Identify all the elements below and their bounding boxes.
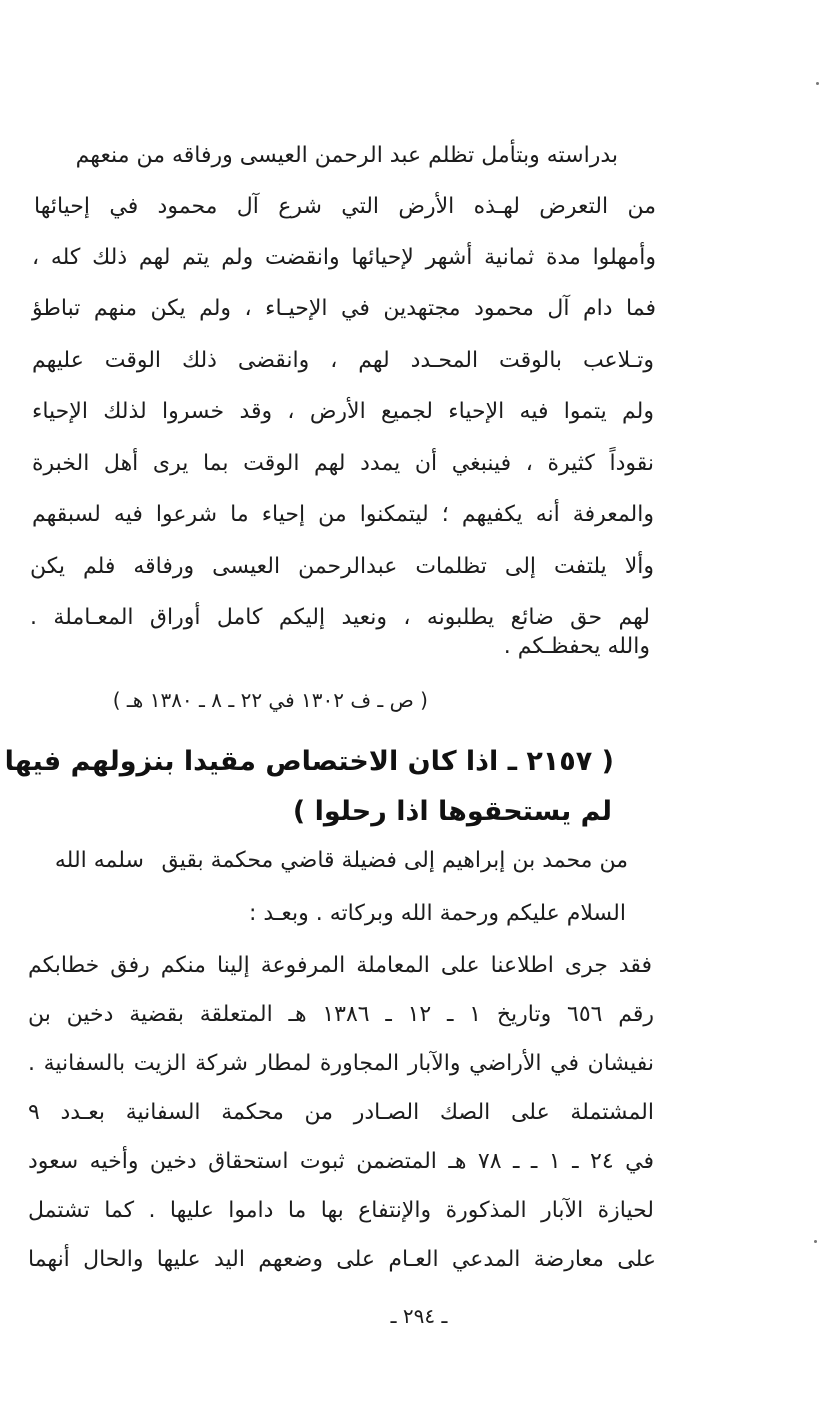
page-number: ـ ٢٩٤ ـ xyxy=(390,1304,448,1328)
text-line: المشتملة على الصك الصـادر من محكمة السفانية بعـدد ٩ xyxy=(28,1100,654,1125)
text-line: نفيشان في الأراضي والآبار المجاورة لمطار شركة الزيت بالسفانية . xyxy=(28,1051,654,1076)
text-line: على معارضة المدعي العـام على وضعهم اليد عليها والحال أنهما xyxy=(28,1247,656,1272)
text-line: والله يحفظـكم . xyxy=(503,634,650,659)
text-line: وألا يلتفت إلى تظلمات عبدالرحمن العيسى ورفاقه فلم يكن xyxy=(30,554,654,579)
text-line: بدراسته وبتأمل تظلم عبد الرحمن العيسى ورفاقه من منعهم xyxy=(75,143,618,168)
text-line: فما دام آل محمود مجتهدين في الإحيـاء ، ولم يكن منهم تباطؤ xyxy=(32,296,656,321)
text-line: ولم يتموا فيه الإحياء لجميع الأرض ، وقد خسروا لذلك الإحياء xyxy=(32,399,654,424)
citation: ( ص ـ ف ١٣٠٢ في ٢٢ ـ ٨ ـ ١٣٨٠ هـ ) xyxy=(112,688,428,712)
text-line: من التعرض لهـذه الأرض التي شرع آل محمود في إحيائها xyxy=(34,194,656,219)
text-line: وتـلاعب بالوقت المحـدد لهم ، وانقضى ذلك الوقت عليهم xyxy=(32,348,654,373)
text-line: والمعرفة أنه يكفيهم ؛ ليتمكنوا من إحياء ما شرعوا فيه لسبقهم xyxy=(32,502,654,527)
text-line: لهم حق ضائع يطلبونه ، ونعيد إليكم كامل أوراق المعـاملة . xyxy=(30,605,650,630)
scan-speck xyxy=(816,82,819,85)
letter-greeting: السلام عليكم ورحمة الله وبركاته . وبعـد : xyxy=(249,901,626,926)
text-line: نقوداً كثيرة ، فينبغي أن يمدد لهم الوقت بما يرى أهل الخبرة xyxy=(32,451,654,476)
letter-address: من محمد بن إبراهيم إلى فضيلة قاضي محكمة بقيق xyxy=(161,848,628,873)
heading-line: لم يستحقوها اذا رحلوا ) xyxy=(292,796,612,827)
text-line: رقم ٦٥٦ وتاريخ ١ ـ ١٢ ـ ١٣٨٦ هـ المتعلقة بقضية دخين بن xyxy=(28,1002,655,1027)
text-line: وأمهلوا مدة ثمانية أشهر لإحيائها وانقضت ولم يتم لهم ذلك كله ، xyxy=(32,245,656,270)
heading-line: ( ٢١٥٧ ـ اذا كان الاختصاص مقيدا بنزولهم فيها xyxy=(4,746,614,777)
scan-speck xyxy=(814,1240,817,1243)
letter-address-closing: سلمه الله xyxy=(54,848,144,873)
text-line: فقد جرى اطلاعنا على المعاملة المرفوعة إلينا منكم رفق خطابكم xyxy=(28,953,652,978)
text-line: لحيازة الآبار المذكورة والإنتفاع بها ما داموا عليها . كما تشتمل xyxy=(28,1198,654,1223)
text-line: في ٢٤ ـ ١ ـ ـ ٧٨ هـ المتضمن ثبوت استحقاق دخين وأخيه سعود xyxy=(28,1149,654,1174)
